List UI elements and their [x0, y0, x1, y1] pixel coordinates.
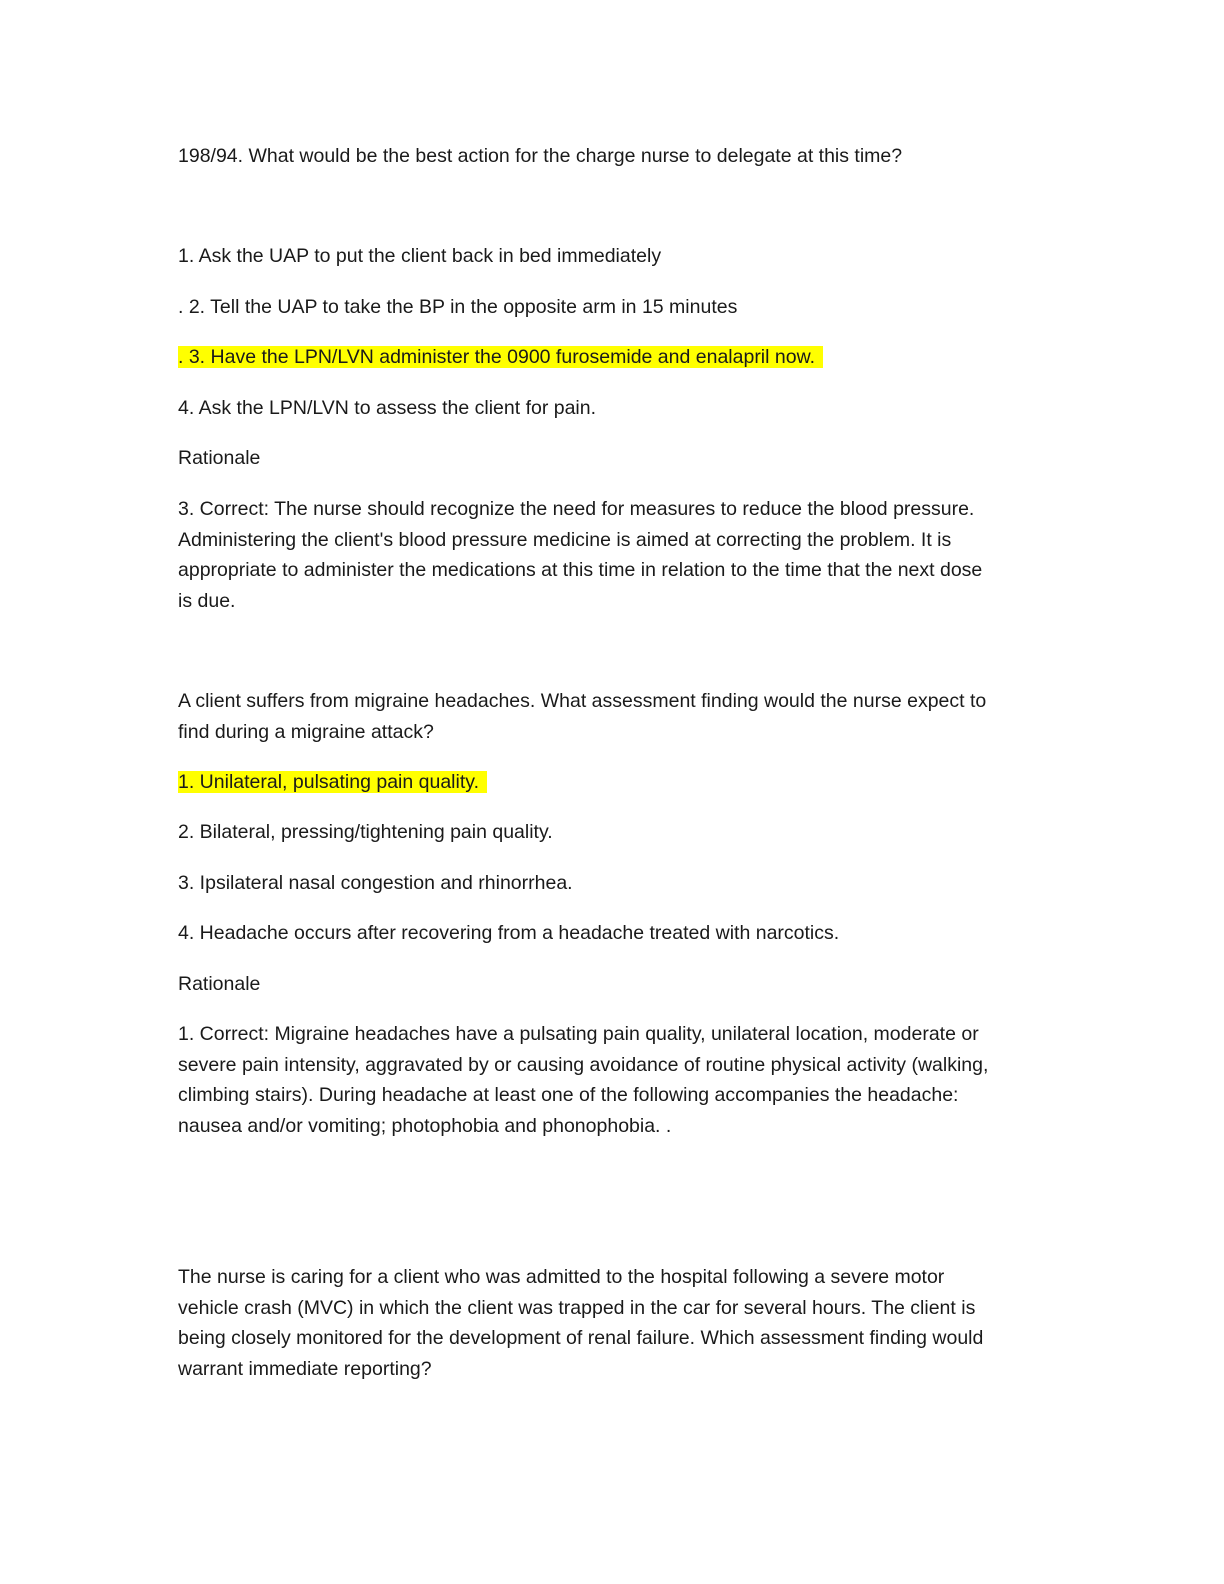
- q1-option-2: . 2. Tell the UAP to take the BP in the opposite arm in 15 minutes: [178, 296, 738, 318]
- q1-option-3-correct: [178, 342, 823, 373]
- question-2: A client suffers from migraine headaches. What assessment finding would the nurse expect to find during a migraine attack?: [178, 690, 987, 743]
- q2-option-3: 3. Ipsilateral nasal congestion and rhinorrhea.: [178, 872, 573, 894]
- highlighted-answer: 1. Unilateral, pulsating pain quality.: [178, 771, 487, 793]
- q1-option-1: 1. Ask the UAP to put the client back in bed immediately: [178, 245, 662, 267]
- q2-option-2: 2. Bilateral, pressing/tightening pain quality.: [178, 821, 553, 843]
- question-1: 198/94. What would be the best action for the charge nurse to delegate at this time?: [178, 145, 903, 167]
- question-3: The nurse is caring for a client who was admitted to the hospital following a severe motor vehicle crash (MVC) in which the client was trapped in the car for several hours. The client is being closely monitored for the development of renal failure. Which assessment finding would warrant immediate reporting?: [178, 1266, 984, 1380]
- q1-rationale-label: Rationale: [178, 447, 261, 469]
- q2-rationale-text: 1. Correct: Migraine headaches have a pulsating pain quality, unilateral location, moderate or severe pain intensity, aggravated by or causing avoidance of routine physical activity (walking, climbing stairs). During headache at least one of the following accompanies the headache: nausea and/or vomiting; photophobia and phonophobia. .: [178, 1023, 989, 1137]
- q2-rationale-label: Rationale: [178, 973, 261, 995]
- q2-option-4: 4. Headache occurs after recovering from a headache treated with narcotics.: [178, 922, 840, 944]
- highlighted-answer: . 3. Have the LPN/LVN administer the 0900 furosemide and enalapril now.: [178, 346, 823, 368]
- q2-option-1-correct: [178, 767, 487, 798]
- q1-option-4: 4. Ask the LPN/LVN to assess the client for pain.: [178, 397, 597, 419]
- q1-rationale-text: 3. Correct: The nurse should recognize the need for measures to reduce the blood pressure. Administering the client's blood pressure medicine is aimed at correcting the problem. It is appropriate to administer the medications at this time in relation to the time that the next dose is due.: [178, 498, 983, 612]
